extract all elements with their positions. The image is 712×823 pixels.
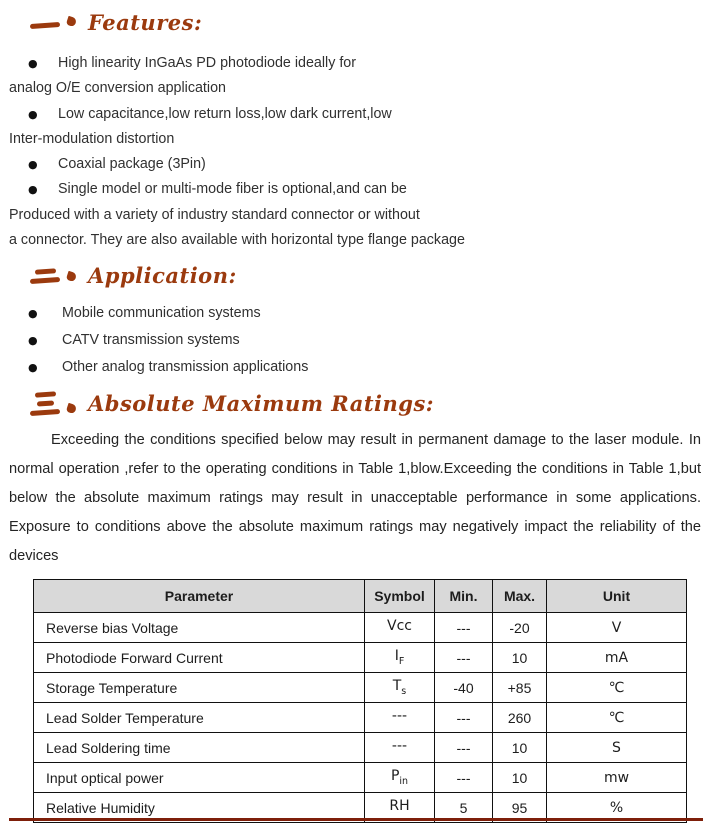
column-header-min: Min. — [435, 580, 493, 613]
cjk-numeral-two-icon — [30, 269, 76, 283]
bullet-icon: ● — [28, 361, 38, 375]
parameter-cell: Lead Solder Temperature — [34, 703, 365, 733]
min-cell: 5 — [435, 793, 493, 823]
page-footer-rule — [9, 818, 703, 821]
symbol-cell: --- — [365, 733, 435, 763]
column-header-max: Max. — [493, 580, 547, 613]
features-list — [0, 51, 712, 253]
bullet-icon: ● — [28, 107, 38, 121]
feature-text: High linearity InGaAs PD photodiode ideally for — [58, 55, 357, 71]
unit-cell: mw — [547, 763, 687, 793]
list-item — [0, 102, 712, 127]
max-cell: +85 — [493, 673, 547, 703]
list-item — [0, 152, 712, 177]
table-row — [34, 703, 687, 733]
absolute-maximum-ratings-table — [33, 579, 687, 823]
cjk-comma-icon — [66, 16, 77, 27]
symbol-cell: $T_s$ — [365, 673, 435, 703]
min-cell: --- — [435, 733, 493, 763]
min-cell: --- — [435, 703, 493, 733]
parameter-cell: Relative Humidity — [34, 793, 365, 823]
ratings-paragraph: Exceeding the conditions specified below may result in permanent damage to the laser module. In normal operation ,refer to the operating conditions in Table 1,blow.Exceeding the conditions in Table 1,but below the absolute maximum ratings may result in unacceptable performance in some applications. Exposure to conditions above the absolute maximum ratings may negatively impact the reliability of the devices — [9, 432, 701, 565]
table-row — [34, 673, 687, 703]
list-item — [0, 354, 712, 381]
section-heading-application — [30, 263, 712, 288]
application-text: Mobile communication systems — [62, 305, 261, 322]
bullet-icon: ● — [28, 334, 38, 348]
column-header-symbol: Symbol — [365, 580, 435, 613]
application-heading-label: Application: — [88, 263, 237, 289]
list-item — [0, 51, 712, 76]
max-cell: 260 — [493, 703, 547, 733]
application-list — [0, 300, 712, 381]
min-cell: --- — [435, 763, 493, 793]
table-row — [34, 613, 687, 643]
table-row — [34, 733, 687, 763]
feature-text: Coaxial package (3Pin) — [58, 156, 206, 173]
unit-cell: mA — [547, 643, 687, 673]
parameter-cell: Photodiode Forward Current — [34, 643, 365, 673]
ratings-heading-label: Absolute Maximum Ratings: — [88, 391, 435, 417]
symbol-cell: $I_F$ — [365, 643, 435, 673]
cjk-numeral-three-icon — [30, 392, 76, 415]
column-header-unit: Unit — [547, 580, 687, 613]
symbol-cell: --- — [365, 703, 435, 733]
symbol-cell: $P_{in}$ — [365, 763, 435, 793]
list-item — [0, 327, 712, 354]
bullet-icon: ● — [28, 307, 38, 321]
section-heading-features — [30, 10, 712, 35]
feature-text: Inter-modulation distortion — [9, 130, 175, 147]
parameter-cell: Lead Soldering time — [34, 733, 365, 763]
symbol-cell: RH — [365, 793, 435, 823]
bullet-icon: ● — [28, 158, 38, 172]
cjk-comma-icon — [66, 403, 77, 414]
max-cell: -20 — [493, 613, 547, 643]
max-cell: 95 — [493, 793, 547, 823]
min-cell: -40 — [435, 673, 493, 703]
cjk-numeral-one-icon — [30, 17, 76, 28]
feature-text: a connector. They are also available with horizontal type flange package — [9, 232, 465, 249]
table-header-row — [34, 580, 687, 613]
unit-cell: S — [547, 733, 687, 763]
symbol-cell: Vcc — [365, 613, 435, 643]
min-cell: --- — [435, 643, 493, 673]
list-item — [0, 300, 712, 327]
section-heading-ratings — [30, 391, 712, 416]
features-heading-label: Features: — [88, 10, 203, 35]
unit-cell: % — [547, 793, 687, 823]
max-cell: 10 — [493, 643, 547, 673]
table-row — [34, 643, 687, 673]
unit-cell: V — [547, 613, 687, 643]
application-text: CATV transmission systems — [62, 332, 240, 349]
max-cell: 10 — [493, 733, 547, 763]
feature-text: Low capacitance,low return loss,low dark current,low — [58, 105, 392, 122]
max-cell: 10 — [493, 763, 547, 793]
parameter-cell: Storage Temperature — [34, 673, 365, 703]
parameter-cell: Input optical power — [34, 763, 365, 793]
unit-cell: ℃ — [547, 673, 687, 703]
cjk-comma-icon — [66, 271, 77, 282]
unit-cell: ℃ — [547, 703, 687, 733]
parameter-cell: Reverse bias Voltage — [34, 613, 365, 643]
bullet-icon: ● — [28, 183, 38, 197]
column-header-parameter: Parameter — [34, 580, 365, 613]
feature-text: Single model or multi-mode fiber is optional,and can be — [58, 181, 407, 198]
bullet-icon: ● — [28, 57, 38, 70]
application-text: Other analog transmission applications — [62, 359, 309, 376]
feature-text: Produced with a variety of industry standard connector or without — [9, 206, 420, 223]
list-item — [0, 177, 712, 202]
table-row — [34, 763, 687, 793]
min-cell: --- — [435, 613, 493, 643]
feature-text: analog O/E conversion application — [9, 80, 226, 97]
